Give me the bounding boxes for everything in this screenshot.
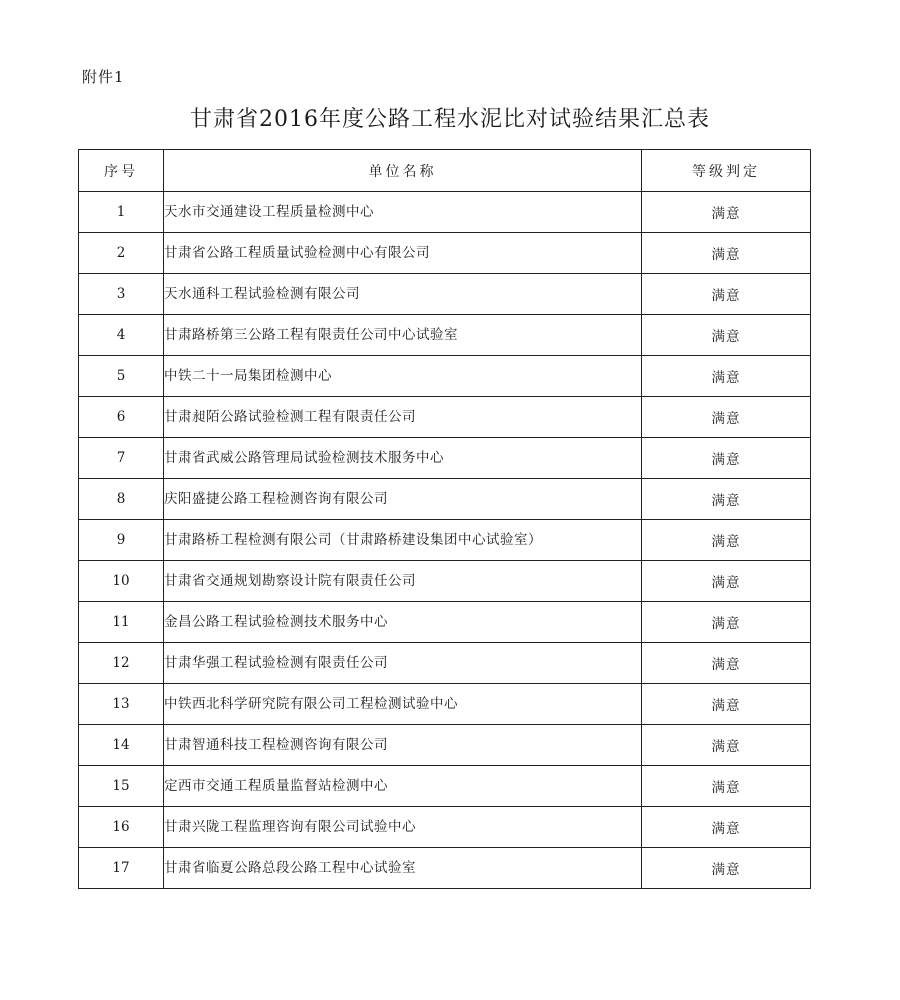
row-grade: 满意	[642, 397, 811, 438]
row-grade: 满意	[642, 643, 811, 684]
table-row	[79, 807, 811, 848]
row-grade: 满意	[642, 684, 811, 725]
row-seq: 7	[79, 438, 164, 479]
header-name: 单位名称	[164, 150, 642, 192]
table-row	[79, 315, 811, 356]
header-grade: 等级判定	[642, 150, 811, 192]
row-unit-name: 中铁西北科学研究院有限公司工程检测试验中心	[164, 684, 642, 725]
table-header	[79, 150, 811, 192]
header-row	[79, 150, 811, 192]
row-seq: 3	[79, 274, 164, 315]
row-unit-name: 甘肃昶陌公路试验检测工程有限责任公司	[164, 397, 642, 438]
table-row	[79, 192, 811, 233]
row-grade: 满意	[642, 233, 811, 274]
row-seq: 17	[79, 848, 164, 889]
table-row	[79, 848, 811, 889]
table-row	[79, 397, 811, 438]
row-grade: 满意	[642, 602, 811, 643]
row-unit-name: 甘肃智通科技工程检测咨询有限公司	[164, 725, 642, 766]
table-row	[79, 438, 811, 479]
row-unit-name: 定西市交通工程质量监督站检测中心	[164, 766, 642, 807]
row-grade: 满意	[642, 725, 811, 766]
row-unit-name: 甘肃兴陇工程监理咨询有限公司试验中心	[164, 807, 642, 848]
row-seq: 15	[79, 766, 164, 807]
row-seq: 12	[79, 643, 164, 684]
row-unit-name: 甘肃省临夏公路总段公路工程中心试验室	[164, 848, 642, 889]
row-seq: 5	[79, 356, 164, 397]
row-grade: 满意	[642, 356, 811, 397]
row-grade: 满意	[642, 315, 811, 356]
row-seq: 14	[79, 725, 164, 766]
table-row	[79, 725, 811, 766]
table-body	[79, 192, 811, 889]
row-grade: 满意	[642, 766, 811, 807]
row-seq: 10	[79, 561, 164, 602]
row-seq: 1	[79, 192, 164, 233]
results-table	[78, 149, 811, 889]
row-unit-name: 甘肃路桥第三公路工程有限责任公司中心试验室	[164, 315, 642, 356]
row-unit-name: 庆阳盛捷公路工程检测咨询有限公司	[164, 479, 642, 520]
row-grade: 满意	[642, 807, 811, 848]
row-unit-name: 甘肃省交通规划勘察设计院有限责任公司	[164, 561, 642, 602]
header-seq: 序号	[79, 150, 164, 192]
row-unit-name: 金昌公路工程试验检测技术服务中心	[164, 602, 642, 643]
row-grade: 满意	[642, 438, 811, 479]
table-row	[79, 479, 811, 520]
row-seq: 2	[79, 233, 164, 274]
row-unit-name: 甘肃省公路工程质量试验检测中心有限公司	[164, 233, 642, 274]
row-grade: 满意	[642, 561, 811, 602]
table-row	[79, 602, 811, 643]
row-unit-name: 甘肃华强工程试验检测有限责任公司	[164, 643, 642, 684]
row-grade: 满意	[642, 520, 811, 561]
table-row	[79, 274, 811, 315]
row-seq: 9	[79, 520, 164, 561]
row-seq: 4	[79, 315, 164, 356]
document-title: 甘肃省2016年度公路工程水泥比对试验结果汇总表	[190, 107, 710, 132]
row-unit-name: 天水市交通建设工程质量检测中心	[164, 192, 642, 233]
table-row	[79, 766, 811, 807]
table-row	[79, 684, 811, 725]
row-grade: 满意	[642, 192, 811, 233]
row-seq: 11	[79, 602, 164, 643]
row-unit-name: 天水通科工程试验检测有限公司	[164, 274, 642, 315]
row-unit-name: 甘肃路桥工程检测有限公司（甘肃路桥建设集团中心试验室）	[164, 520, 642, 561]
table-row	[79, 520, 811, 561]
table-row	[79, 561, 811, 602]
table-row	[79, 356, 811, 397]
table-row	[79, 233, 811, 274]
row-unit-name: 中铁二十一局集团检测中心	[164, 356, 642, 397]
row-seq: 6	[79, 397, 164, 438]
row-grade: 满意	[642, 479, 811, 520]
row-unit-name: 甘肃省武威公路管理局试验检测技术服务中心	[164, 438, 642, 479]
row-seq: 13	[79, 684, 164, 725]
attachment-label: 附件1	[82, 68, 125, 86]
table-row	[79, 643, 811, 684]
row-grade: 满意	[642, 274, 811, 315]
row-seq: 8	[79, 479, 164, 520]
row-seq: 16	[79, 807, 164, 848]
row-grade: 满意	[642, 848, 811, 889]
